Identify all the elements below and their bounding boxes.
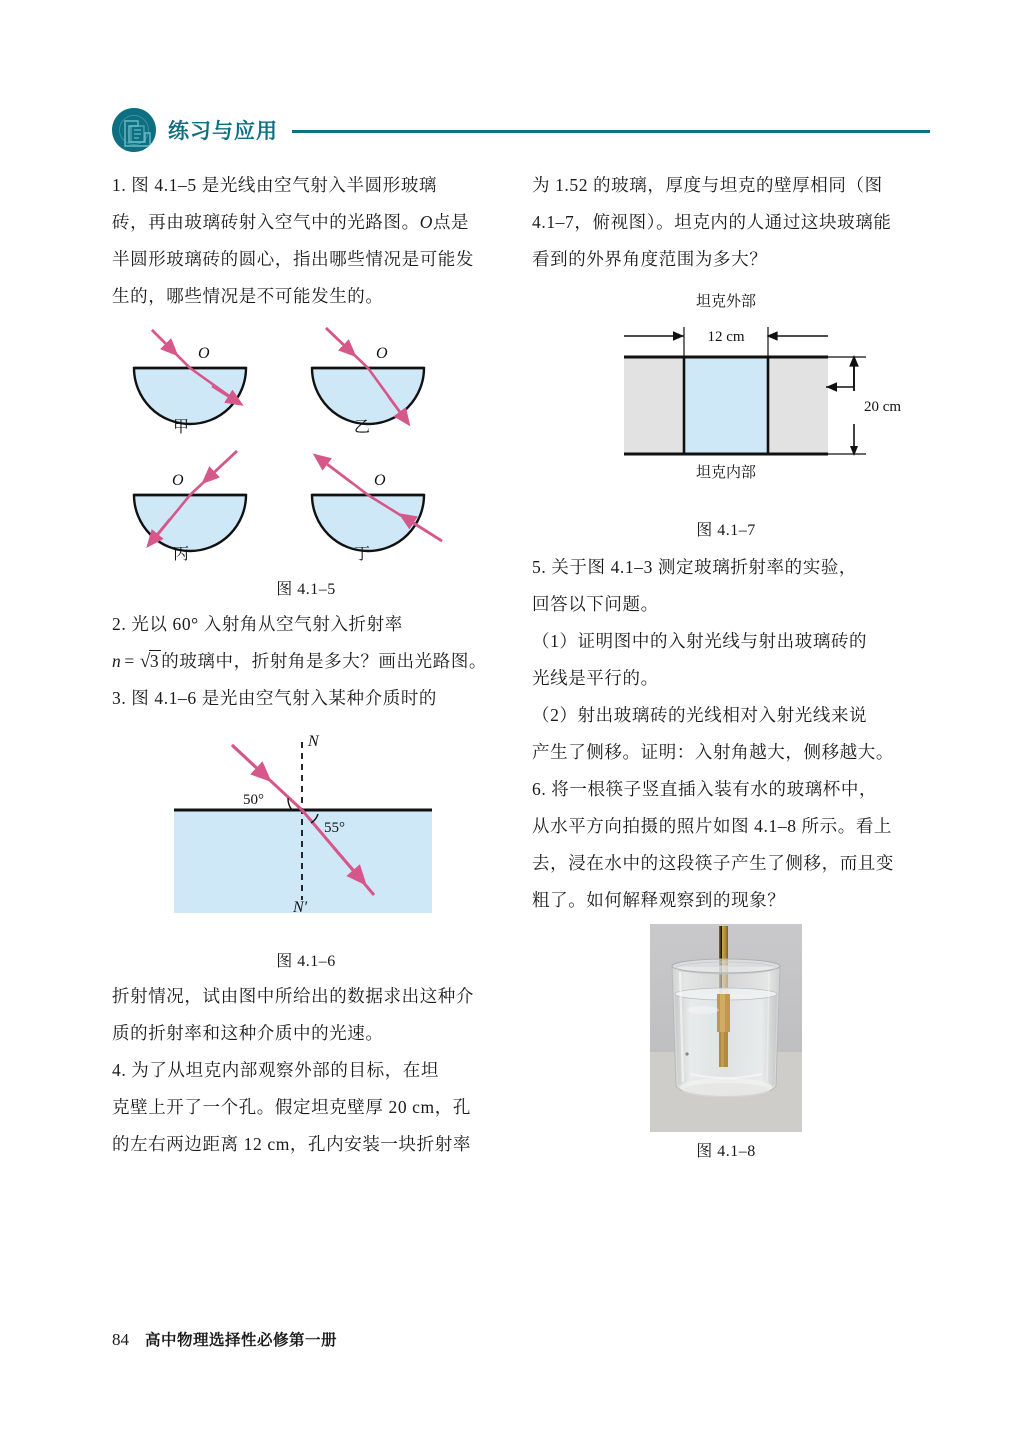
question-6-line-4: 粗了。如何解释观察到的现象？: [532, 890, 786, 910]
semicircle-case-ding: [312, 457, 442, 563]
question-4-line-2: 克壁上开了一个孔。假定坦克壁厚 20 cm，孔: [112, 1097, 471, 1117]
question-2-line-2: [112, 644, 500, 679]
svg-text:O: O: [374, 472, 386, 489]
glass-of-water-with-chopstick-photo: [650, 924, 802, 1132]
svg-text:O: O: [376, 345, 388, 362]
question-5-part-1-line-2: 光线是平行的。: [532, 668, 659, 688]
page-number: 84: [112, 1330, 129, 1349]
semicircle-case-yi: [312, 328, 424, 436]
question-1-line-3: 半圆形玻璃砖的圆心，指出哪些情况是可能发: [112, 249, 474, 269]
svg-text:乙: 乙: [353, 419, 371, 436]
dimension-12cm: 12 cm: [707, 329, 745, 345]
practice-book-icon: [112, 108, 156, 152]
question-5-part-2-line-2: 产生了侧移。证明：入射角越大，侧移越大。: [532, 742, 894, 762]
label-tank-outside: 坦克外部: [695, 293, 757, 310]
figure-4-1-6: [112, 722, 500, 971]
svg-text:丁: 丁: [353, 546, 371, 563]
question-1-line-1: 1. 图 4.1–5 是光线由空气射入半圆形玻璃: [112, 175, 438, 195]
q1-l2-b: 点是: [432, 212, 470, 232]
question-3-line-1: 3. 图 4.1–6 是光由空气射入某种介质时的: [112, 688, 438, 708]
point-o-label: O: [419, 212, 433, 232]
figure-4-1-5: [112, 320, 500, 599]
question-4-line-4: 为 1.52 的玻璃，厚度与坦克的壁厚相同（图: [532, 175, 883, 195]
figure-4-1-6-svg: [112, 722, 500, 937]
q1-l2-a: 砖，再由玻璃砖射入空气中的光路图。: [112, 212, 420, 232]
variable-n: n: [112, 651, 122, 671]
question-4-line-6: 看到的外界角度范围为多大？: [532, 249, 768, 269]
right-column: [532, 168, 920, 1169]
question-6-line-2: 从水平方向拍摄的照片如图 4.1–8 所示。看上: [532, 816, 893, 836]
label-tank-inside: 坦克内部: [695, 464, 757, 481]
question-5-part-1-line-1: （1）证明图中的入射光线与射出玻璃砖的: [532, 631, 868, 651]
svg-text:O: O: [172, 472, 184, 489]
question-1-line-4: 生的，哪些情况是不可能发生的。: [112, 286, 384, 306]
figure-4-1-7-caption: 图 4.1–7: [696, 522, 756, 539]
svg-text:N: N: [308, 733, 319, 750]
question-1-line-2: [112, 205, 500, 240]
header-divider-rule: [292, 130, 930, 133]
radicand-value: 3: [149, 651, 160, 671]
svg-text:55°: 55°: [324, 820, 345, 836]
question-5-line-1: 5. 关于图 4.1–3 测定玻璃折射率的实验，: [532, 557, 858, 577]
figure-4-1-6-caption: 图 4.1–6: [276, 953, 336, 970]
book-title: 高中物理选择性必修第一册: [145, 1332, 338, 1349]
svg-text:O: O: [198, 345, 210, 362]
svg-text:丙: 丙: [172, 546, 190, 563]
dimension-20cm: 20 cm: [864, 399, 902, 415]
square-root-icon: √3: [139, 651, 160, 672]
question-4-line-3: 的左右两边距离 12 cm，孔内安装一块折射率: [112, 1134, 471, 1154]
left-column: [112, 168, 500, 1164]
figure-4-1-8-caption: 图 4.1–8: [696, 1143, 756, 1160]
question-5-part-2-line-1: （2）射出玻璃砖的光线相对入射光线来说: [532, 705, 868, 725]
question-3-line-2: 折射情况，试由图中所给出的数据求出这种介: [112, 986, 474, 1006]
svg-text:甲: 甲: [172, 419, 190, 436]
svg-text:50°: 50°: [243, 792, 264, 808]
semicircle-case-bing: [134, 451, 246, 563]
semicircle-case-jia: [134, 330, 246, 436]
figure-4-1-5-caption: 图 4.1–5: [276, 581, 336, 598]
question-6-line-3: 去，浸在水中的这段筷子产生了侧移，而且变: [532, 853, 894, 873]
page-footer: [112, 1328, 337, 1350]
svg-text:N′: N′: [293, 899, 308, 916]
question-5-line-2: 回答以下问题。: [532, 594, 659, 614]
question-6-line-1: 6. 将一根筷子竖直插入装有水的玻璃杯中，: [532, 779, 878, 799]
figure-4-1-5-svg: [112, 320, 500, 565]
question-3-line-3: 质的折射率和这种介质中的光速。: [112, 1023, 384, 1043]
figure-4-1-8: [532, 924, 920, 1161]
question-4-line-5: 4.1–7，俯视图）。坦克内的人通过这块玻璃能: [532, 212, 892, 232]
equals-sign: =: [124, 651, 135, 671]
question-4-line-1: 4. 为了从坦克内部观察外部的目标，在坦: [112, 1060, 439, 1080]
figure-4-1-7-svg: [532, 291, 920, 506]
figure-4-1-7: [532, 291, 920, 540]
question-2-line-1: 2. 光以 60° 入射角从空气射入折射率: [112, 614, 403, 634]
section-header: [112, 108, 930, 152]
q2-l2-rest: 的玻璃中，折射角是多大？画出光路图。: [161, 651, 488, 671]
section-title: 练习与应用: [168, 120, 278, 143]
